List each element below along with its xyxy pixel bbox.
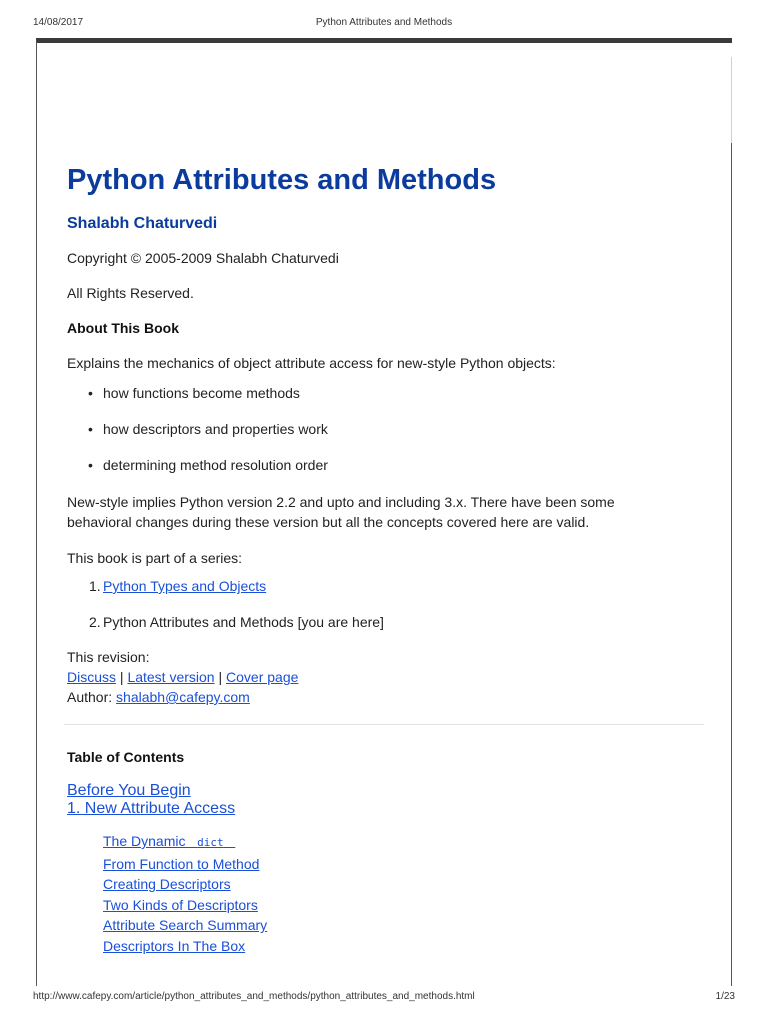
revision-label: This revision: xyxy=(67,649,150,665)
series-current: Python Attributes and Methods [you are here] xyxy=(103,614,384,630)
frame-right-edge-faint xyxy=(731,57,732,143)
copyright-text: Copyright © 2005-2009 Shalabh Chaturvedi xyxy=(67,250,339,266)
series-number: 1. xyxy=(89,578,101,594)
version-note-line1: New-style implies Python version 2.2 and upto and including 3.x. There have been some xyxy=(67,494,615,510)
toc-link-function-to-method[interactable]: From Function to Method xyxy=(103,855,260,872)
series-number: 2. xyxy=(89,614,101,630)
page-number: 1/23 xyxy=(715,991,735,1002)
version-note-line2: behavioral changes during these version but all the concepts covered here are valid. xyxy=(67,514,590,530)
series-item-1 xyxy=(89,576,707,596)
series-intro: This book is part of a series: xyxy=(67,550,243,566)
document-title: Python Attributes and Methods xyxy=(67,164,497,196)
print-title: Python Attributes and Methods xyxy=(315,17,453,28)
rights-text: All Rights Reserved. xyxy=(67,285,194,301)
toc-top-level xyxy=(67,782,707,818)
feature-list xyxy=(67,383,707,475)
toc-sub-level xyxy=(103,831,707,957)
series-list xyxy=(67,576,707,632)
separator: | xyxy=(119,669,124,685)
list-item: • how descriptors and properties work xyxy=(103,419,707,439)
frame-right-edge xyxy=(731,143,732,986)
print-footer xyxy=(0,991,768,1007)
section-divider xyxy=(64,724,704,725)
about-heading: About This Book xyxy=(67,320,179,336)
separator: | xyxy=(218,669,223,685)
series-link-types-objects[interactable]: Python Types and Objects xyxy=(103,578,267,594)
print-header xyxy=(0,17,768,33)
toc-dynamic-prefix: The Dynamic xyxy=(103,833,186,849)
document-author: Shalabh Chaturvedi xyxy=(67,215,218,232)
toc-link-new-attribute-access[interactable]: 1. New Attribute Access xyxy=(67,800,236,817)
print-date: 14/08/2017 xyxy=(33,17,84,28)
toc-link-before-you-begin[interactable]: Before You Begin xyxy=(67,782,191,799)
author-email-link[interactable]: shalabh@cafepy.com xyxy=(116,689,250,705)
author-label: Author: xyxy=(67,689,113,705)
discuss-link[interactable]: Discuss xyxy=(67,669,117,685)
toc-link-search-summary[interactable]: Attribute Search Summary xyxy=(103,917,268,934)
version-note xyxy=(67,492,707,532)
latest-version-link[interactable]: Latest version xyxy=(127,669,215,685)
list-item: • how functions become methods xyxy=(103,383,707,403)
revision-block xyxy=(67,647,707,707)
print-url: http://www.cafepy.com/article/python_attributes_and_methods/python_attributes_and_methods.html xyxy=(33,991,475,1002)
cover-page-link[interactable]: Cover page xyxy=(226,669,299,685)
list-item: • determining method resolution order xyxy=(103,455,707,475)
explain-text: Explains the mechanics of object attribute access for new-style Python objects: xyxy=(67,355,556,371)
series-item-2 xyxy=(89,612,707,632)
toc-heading: Table of Contents xyxy=(67,749,185,765)
toc-link-two-kinds[interactable]: Two Kinds of Descriptors xyxy=(103,896,258,913)
document-body xyxy=(67,160,707,957)
toc-link-descriptors-in-box[interactable]: Descriptors In The Box xyxy=(103,937,246,954)
toc-link-dynamic-dict[interactable] xyxy=(103,833,235,849)
toc-link-creating-descriptors[interactable]: Creating Descriptors xyxy=(103,876,231,893)
toc-dynamic-code: dict xyxy=(197,836,224,849)
